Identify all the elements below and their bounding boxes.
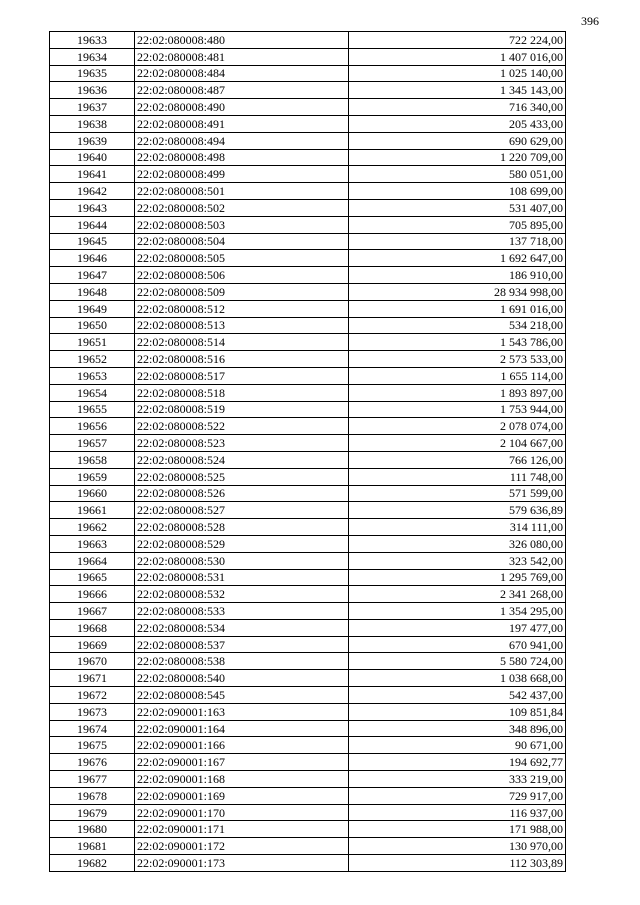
table-row [50,300,566,317]
table-row [50,418,566,435]
row-number-cell: 19673 [50,703,135,720]
cadastral-value-table [49,31,566,872]
cadastral-number-cell: 22:02:080008:484 [135,65,349,82]
table-row [50,703,566,720]
table-row [50,468,566,485]
row-number-cell: 19677 [50,771,135,788]
table-row [50,603,566,620]
cadastral-number-cell: 22:02:080008:503 [135,216,349,233]
row-number-cell: 19682 [50,855,135,872]
row-number-cell: 19637 [50,99,135,116]
cadastral-number-cell: 22:02:090001:167 [135,754,349,771]
cadastral-number-cell: 22:02:080008:533 [135,603,349,620]
row-number-cell: 19653 [50,367,135,384]
cadastral-value-cell: 2 104 667,00 [349,435,566,452]
cadastral-value-cell: 1 692 647,00 [349,250,566,267]
cadastral-value-cell: 108 699,00 [349,183,566,200]
cadastral-number-cell: 22:02:080008:532 [135,586,349,603]
cadastral-value-cell: 111 748,00 [349,468,566,485]
cadastral-value-cell: 534 218,00 [349,317,566,334]
cadastral-value-cell: 722 224,00 [349,32,566,49]
cadastral-number-cell: 22:02:080008:505 [135,250,349,267]
table-row [50,653,566,670]
row-number-cell: 19664 [50,552,135,569]
cadastral-number-cell: 22:02:080008:540 [135,670,349,687]
cadastral-number-cell: 22:02:080008:519 [135,401,349,418]
cadastral-number-cell: 22:02:080008:534 [135,619,349,636]
table-row [50,670,566,687]
table-row [50,519,566,536]
row-number-cell: 19672 [50,687,135,704]
table-row [50,552,566,569]
cadastral-value-cell: 1 543 786,00 [349,334,566,351]
cadastral-value-cell: 542 437,00 [349,687,566,704]
row-number-cell: 19680 [50,821,135,838]
row-number-cell: 19644 [50,216,135,233]
row-number-cell: 19668 [50,619,135,636]
cadastral-value-cell: 326 080,00 [349,535,566,552]
cadastral-value-cell: 766 126,00 [349,451,566,468]
row-number-cell: 19658 [50,451,135,468]
cadastral-value-cell: 314 111,00 [349,519,566,536]
table-row [50,754,566,771]
table-row [50,535,566,552]
row-number-cell: 19634 [50,48,135,65]
table-row [50,720,566,737]
cadastral-number-cell: 22:02:090001:169 [135,787,349,804]
cadastral-value-cell: 729 917,00 [349,787,566,804]
cadastral-value-cell: 579 636,89 [349,502,566,519]
cadastral-number-cell: 22:02:080008:509 [135,283,349,300]
cadastral-value-cell: 2 078 074,00 [349,418,566,435]
cadastral-value-cell: 90 671,00 [349,737,566,754]
row-number-cell: 19681 [50,838,135,855]
table-row [50,838,566,855]
table-row [50,855,566,872]
cadastral-value-cell: 205 433,00 [349,115,566,132]
cadastral-value-cell: 194 692,77 [349,754,566,771]
cadastral-number-cell: 22:02:090001:166 [135,737,349,754]
table-row [50,233,566,250]
cadastral-number-cell: 22:02:080008:530 [135,552,349,569]
cadastral-number-cell: 22:02:080008:480 [135,32,349,49]
cadastral-value-cell: 705 895,00 [349,216,566,233]
cadastral-value-cell: 109 851,84 [349,703,566,720]
table-row [50,367,566,384]
table-row [50,485,566,502]
table-row [50,250,566,267]
row-number-cell: 19671 [50,670,135,687]
row-number-cell: 19638 [50,115,135,132]
cadastral-value-cell: 2 341 268,00 [349,586,566,603]
cadastral-number-cell: 22:02:080008:526 [135,485,349,502]
cadastral-number-cell: 22:02:080008:487 [135,82,349,99]
table-row [50,737,566,754]
cadastral-value-cell: 137 718,00 [349,233,566,250]
row-number-cell: 19633 [50,32,135,49]
table-row [50,199,566,216]
cadastral-number-cell: 22:02:090001:170 [135,804,349,821]
table-row [50,32,566,49]
row-number-cell: 19679 [50,804,135,821]
table-row [50,99,566,116]
cadastral-number-cell: 22:02:080008:491 [135,115,349,132]
table-row [50,502,566,519]
cadastral-value-cell: 571 599,00 [349,485,566,502]
row-number-cell: 19641 [50,166,135,183]
cadastral-number-cell: 22:02:080008:501 [135,183,349,200]
cadastral-number-cell: 22:02:080008:518 [135,384,349,401]
row-number-cell: 19670 [50,653,135,670]
row-number-cell: 19657 [50,435,135,452]
table-row [50,687,566,704]
cadastral-number-cell: 22:02:080008:514 [135,334,349,351]
page-number: 396 [581,14,599,28]
row-number-cell: 19663 [50,535,135,552]
cadastral-value-cell: 348 896,00 [349,720,566,737]
cadastral-number-cell: 22:02:090001:171 [135,821,349,838]
cadastral-number-cell: 22:02:080008:513 [135,317,349,334]
cadastral-value-cell: 116 937,00 [349,804,566,821]
row-number-cell: 19650 [50,317,135,334]
row-number-cell: 19661 [50,502,135,519]
table-row [50,283,566,300]
table-row [50,115,566,132]
cadastral-number-cell: 22:02:080008:516 [135,351,349,368]
row-number-cell: 19640 [50,149,135,166]
row-number-cell: 19669 [50,636,135,653]
table-row [50,569,566,586]
cadastral-value-cell: 112 303,89 [349,855,566,872]
cadastral-value-cell: 323 542,00 [349,552,566,569]
table-body [50,32,566,872]
cadastral-value-cell: 1 038 668,00 [349,670,566,687]
table-row [50,821,566,838]
table-row [50,334,566,351]
table-row [50,183,566,200]
cadastral-number-cell: 22:02:080008:531 [135,569,349,586]
row-number-cell: 19647 [50,267,135,284]
cadastral-number-cell: 22:02:080008:490 [135,99,349,116]
table-row [50,787,566,804]
row-number-cell: 19649 [50,300,135,317]
cadastral-number-cell: 22:02:080008:524 [135,451,349,468]
cadastral-number-cell: 22:02:080008:504 [135,233,349,250]
cadastral-value-cell: 1 220 709,00 [349,149,566,166]
cadastral-value-cell: 28 934 998,00 [349,283,566,300]
row-number-cell: 19659 [50,468,135,485]
table-row [50,636,566,653]
cadastral-value-cell: 333 219,00 [349,771,566,788]
row-number-cell: 19676 [50,754,135,771]
cadastral-value-cell: 531 407,00 [349,199,566,216]
table-row [50,771,566,788]
row-number-cell: 19665 [50,569,135,586]
row-number-cell: 19645 [50,233,135,250]
cadastral-number-cell: 22:02:080008:517 [135,367,349,384]
table-row [50,166,566,183]
cadastral-value-cell: 2 573 533,00 [349,351,566,368]
cadastral-number-cell: 22:02:090001:164 [135,720,349,737]
table-row [50,132,566,149]
cadastral-value-cell: 130 970,00 [349,838,566,855]
table-row [50,804,566,821]
row-number-cell: 19678 [50,787,135,804]
cadastral-number-cell: 22:02:080008:494 [135,132,349,149]
row-number-cell: 19636 [50,82,135,99]
table-row [50,65,566,82]
cadastral-number-cell: 22:02:080008:525 [135,468,349,485]
cadastral-number-cell: 22:02:080008:481 [135,48,349,65]
cadastral-value-cell: 1 753 944,00 [349,401,566,418]
cadastral-number-cell: 22:02:080008:537 [135,636,349,653]
cadastral-number-cell: 22:02:080008:499 [135,166,349,183]
row-number-cell: 19652 [50,351,135,368]
cadastral-number-cell: 22:02:090001:172 [135,838,349,855]
row-number-cell: 19648 [50,283,135,300]
row-number-cell: 19643 [50,199,135,216]
row-number-cell: 19662 [50,519,135,536]
cadastral-number-cell: 22:02:090001:173 [135,855,349,872]
row-number-cell: 19656 [50,418,135,435]
cadastral-value-cell: 1 407 016,00 [349,48,566,65]
row-number-cell: 19646 [50,250,135,267]
row-number-cell: 19655 [50,401,135,418]
cadastral-number-cell: 22:02:080008:522 [135,418,349,435]
cadastral-number-cell: 22:02:080008:502 [135,199,349,216]
row-number-cell: 19654 [50,384,135,401]
cadastral-value-cell: 1 345 143,00 [349,82,566,99]
cadastral-number-cell: 22:02:090001:168 [135,771,349,788]
cadastral-number-cell: 22:02:080008:527 [135,502,349,519]
cadastral-value-cell: 1 295 769,00 [349,569,566,586]
table-row [50,586,566,603]
row-number-cell: 19674 [50,720,135,737]
cadastral-value-cell: 1 893 897,00 [349,384,566,401]
cadastral-number-cell: 22:02:080008:506 [135,267,349,284]
table-row [50,401,566,418]
row-number-cell: 19666 [50,586,135,603]
table-row [50,351,566,368]
row-number-cell: 19639 [50,132,135,149]
cadastral-value-cell: 186 910,00 [349,267,566,284]
cadastral-value-cell: 171 988,00 [349,821,566,838]
cadastral-number-cell: 22:02:080008:529 [135,535,349,552]
cadastral-value-cell: 1 354 295,00 [349,603,566,620]
cadastral-number-cell: 22:02:080008:498 [135,149,349,166]
row-number-cell: 19675 [50,737,135,754]
table-row [50,82,566,99]
table-row [50,384,566,401]
cadastral-value-cell: 1 655 114,00 [349,367,566,384]
cadastral-value-cell: 690 629,00 [349,132,566,149]
cadastral-value-cell: 1 025 140,00 [349,65,566,82]
table-row [50,216,566,233]
row-number-cell: 19667 [50,603,135,620]
row-number-cell: 19642 [50,183,135,200]
cadastral-number-cell: 22:02:090001:163 [135,703,349,720]
cadastral-value-cell: 580 051,00 [349,166,566,183]
table-row [50,317,566,334]
cadastral-value-cell: 197 477,00 [349,619,566,636]
table-row [50,619,566,636]
cadastral-number-cell: 22:02:080008:528 [135,519,349,536]
cadastral-number-cell: 22:02:080008:523 [135,435,349,452]
cadastral-number-cell: 22:02:080008:512 [135,300,349,317]
cadastral-value-cell: 1 691 016,00 [349,300,566,317]
cadastral-value-cell: 670 941,00 [349,636,566,653]
table-row [50,149,566,166]
table-row [50,451,566,468]
row-number-cell: 19635 [50,65,135,82]
cadastral-value-cell: 716 340,00 [349,99,566,116]
cadastral-number-cell: 22:02:080008:538 [135,653,349,670]
cadastral-value-cell: 5 580 724,00 [349,653,566,670]
row-number-cell: 19660 [50,485,135,502]
table-row [50,48,566,65]
cadastral-number-cell: 22:02:080008:545 [135,687,349,704]
row-number-cell: 19651 [50,334,135,351]
table-row [50,267,566,284]
table-row [50,435,566,452]
